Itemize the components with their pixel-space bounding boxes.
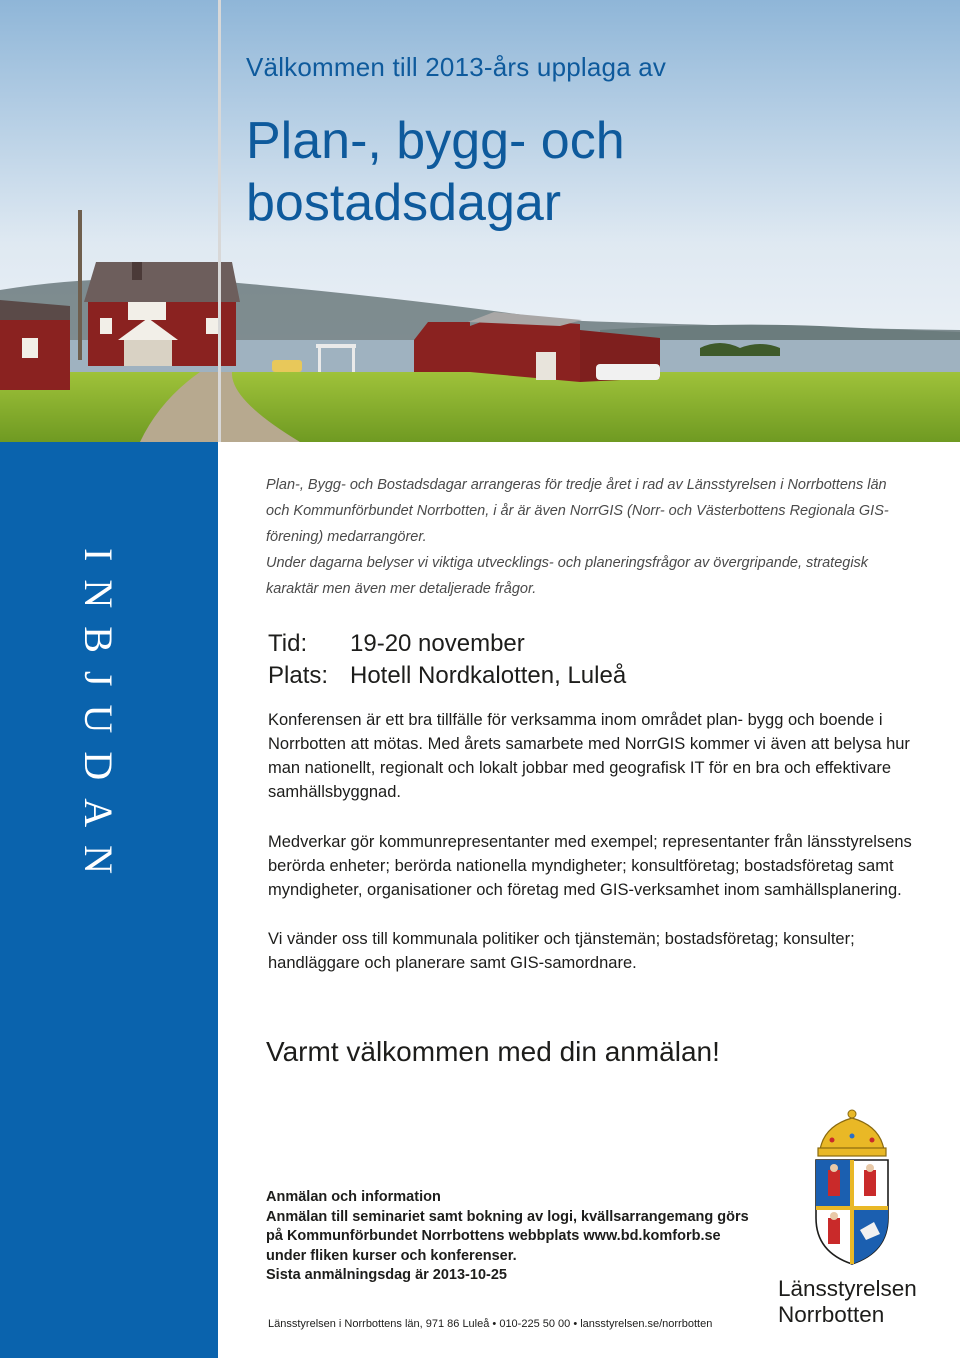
info-line-1: Anmälan till seminariet samt bokning av logi, kvällsarrangemang görs <box>266 1208 749 1225</box>
welcome-heading: Varmt välkommen med din anmälan! <box>266 1036 720 1067</box>
hero-photo <box>0 0 960 442</box>
place-row <box>268 660 626 692</box>
intro-paragraph-1: Plan-, Bygg- och Bostadsdagar arrangeras för tredje året i rad av Länsstyrelsen i Norrbottens län och Kommunförbundet Norrbotten, i år är även NorrGIS (Norr- och Västerbottens Regionala GIS-förening) medarrangörer. <box>266 477 889 545</box>
info-line-3: under fliken kurser och konferenser. <box>266 1247 517 1264</box>
body-paragraph-1: Konferensen är ett bra tillfälle för verksamma inom området plan- bygg och boende i Norrbotten att mötas. Med årets samarbete med NorrGIS kommer vi även att belysa hur man nationellt, regionalt och lokalt jobbar med geografisk IT för en bra och effektivare samhällsbyggnad. <box>268 711 910 801</box>
invitation-word: INBJUDAN <box>76 548 121 892</box>
body-paragraph-2: Medverkar gör kommunrepresentanter med exempel; representanter från länsstyrelsens berörda enheter; berörda nationella myndigheter; konsultföretag; bostadsföretag samt myndigheter, organisationer och företag med GIS-verksamhet inom samhällsplanering. <box>268 833 912 899</box>
time-value: 19-20 november <box>350 630 525 657</box>
time-row <box>268 628 626 660</box>
page-title <box>246 110 625 234</box>
info-line-4: Sista anmälningsdag är 2013-10-25 <box>266 1267 507 1283</box>
logo-line-2: Norrbotten <box>778 1302 885 1327</box>
hero-kicker: Välkommen till 2013-års upplaga av <box>246 52 667 82</box>
page-title-line1: Plan-, bygg- och <box>246 112 625 170</box>
side-word-container <box>76 548 122 892</box>
info-heading: Anmälan och information <box>266 1189 441 1205</box>
intro-paragraph-2: Under dagarna belyser vi viktiga utvecklings- och planeringsfrågor av övergripande, strategisk karaktär men även mer detaljerade frågor. <box>266 555 869 597</box>
body-paragraph-3: Vi vänder oss till kommunala politiker och tjänstemän; bostadsföretag; konsulter; handläggare och planerare samt GIS-samordnare. <box>268 930 855 972</box>
footer-contact: Länsstyrelsen i Norrbottens län, 971 86 Luleå • 010-225 50 00 • lansstyrelsen.se/norrbotten <box>268 1318 713 1330</box>
agency-logo-text <box>778 1276 917 1328</box>
place-label: Plats: <box>268 662 329 689</box>
time-label: Tid: <box>268 630 308 657</box>
logo-line-1: Länsstyrelsen <box>778 1276 917 1301</box>
event-details <box>268 628 626 692</box>
page-title-line2: bostadsdagar <box>246 174 562 232</box>
place-value: Hotell Nordkalotten, Luleå <box>350 662 627 689</box>
registration-info <box>266 1188 766 1286</box>
info-line-2: på Kommunförbundet Norrbottens webbplats www.bd.komforb.se <box>266 1228 721 1244</box>
coat-of-arms-logo <box>802 1108 902 1268</box>
